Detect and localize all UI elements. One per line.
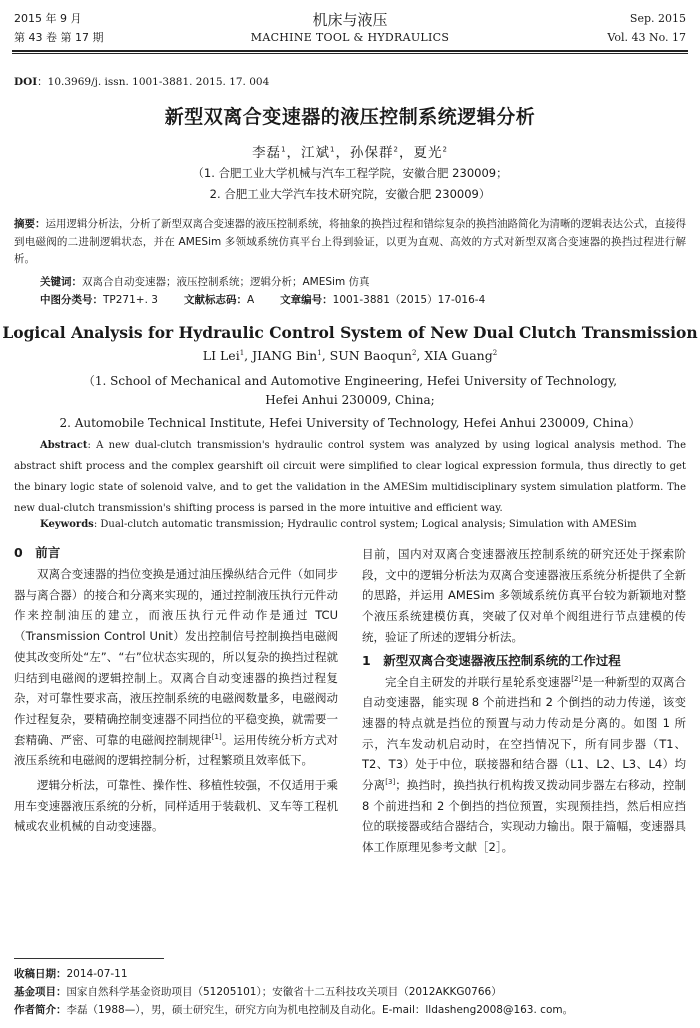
footnote-rule	[14, 958, 164, 959]
doi-value: ：10.3969/j. issn. 1001-3881. 2015. 17. 004	[37, 76, 270, 88]
artno-value: 1001-3881（2015）17-016-4	[332, 294, 486, 306]
header-issue-cn: 第 43 卷 第 17 期	[14, 31, 104, 44]
header-date-cn: 2015 年 9 月	[14, 12, 82, 25]
author-en-2-affil: 1	[317, 348, 322, 357]
journal-title-cn: 机床与液压	[312, 11, 388, 29]
keywords-en-label: Keywords	[40, 519, 94, 530]
author-en-4: , XIA Guang	[416, 348, 493, 363]
paper-title-cn: 新型双离合变速器的液压控制系统逻辑分析	[164, 106, 536, 128]
section-0-paragraph-1	[14, 564, 338, 771]
header-date-en: Sep. 2015	[629, 12, 686, 25]
affiliation-cn-1: （1. 合肥工业大学机械与汽车工程学院，安徽合肥 230009；	[192, 166, 508, 180]
p1-text-b: 。运用传统分析方式对液压系统和电磁阀的逻辑控制分析，过程繁琐且效率低下。	[14, 732, 339, 768]
bio-label: 作者简介：	[14, 1004, 67, 1016]
section-0-heading: 0 前言	[14, 545, 61, 560]
fund-value: 国家自然科学基金资助项目（51205101）；安徽省十二五科技攻关项目（2012AKKG0766）	[66, 986, 502, 998]
header-rule-bottom	[12, 53, 688, 54]
keywords-en-text: : Dual-clutch automatic transmission; Hydraulic control system; Logical analysis; Simulation with AMESim	[93, 519, 637, 530]
paper-title-en: Logical Analysis for Hydraulic Control System of New Dual Clutch Transmission	[2, 323, 698, 342]
author-en-1-affil: 1	[239, 348, 245, 357]
left-column	[14, 542, 338, 837]
author-en-4-affil: 2	[492, 348, 498, 357]
header-issue-en: Vol. 43 No. 17	[607, 31, 686, 44]
received-date	[14, 966, 128, 982]
received-label: 收稿日期：	[14, 968, 67, 980]
cls-value: TP271+. 3	[103, 294, 158, 306]
intro-continuation: 目前，国内对双离合变速器液压控制系统的研究还处于探索阶段，文中的逻辑分析法为双离合变速器液压系统分析提供了全新的思路，并运用 AMESim 多领域系统仿真平台较为新颖地对整个液压系统建模仿真，突破了仅对单个阀组进行节点建模的传统，验证了所述的逻辑分析法。	[362, 547, 686, 644]
right-column	[362, 544, 686, 858]
author-cn-3: ，孙保群	[335, 145, 394, 161]
keywords-en	[40, 516, 637, 534]
author-cn-4: ，夏光	[398, 145, 443, 161]
author-cn-2-affil: 1	[330, 145, 336, 154]
authors-cn	[0, 141, 700, 161]
author-en-2: , JIANG Bin	[244, 348, 318, 363]
author-en-3-affil: 2	[411, 348, 417, 357]
author-cn-1-affil: 1	[281, 145, 287, 154]
citation-2: [2]	[571, 674, 582, 683]
abstract-cn	[14, 216, 686, 269]
section-1-heading: 1 新型双离合变速器液压控制系统的工作过程	[362, 652, 621, 668]
doi-label: DOI	[14, 76, 38, 88]
keywords-cn	[40, 274, 370, 292]
classification-line	[40, 292, 485, 310]
abstract-en	[14, 435, 686, 519]
abstract-en-label: Abstract	[40, 440, 88, 451]
cls-label: 中图分类号：	[40, 294, 103, 306]
affiliation-cn-2: 2. 合肥工业大学汽车技术研究院，安徽合肥 230009）	[209, 187, 491, 201]
section-0-paragraph-2: 逻辑分析法，可靠性、操作性、移植性较强，不仅适用于乘用车变速器液压系统的分析，同样适用于装载机、叉车等工程机械或农业机械的自动变速器。	[14, 778, 338, 834]
authors-en	[0, 348, 700, 363]
citation-3: [3]	[385, 778, 396, 787]
affiliation-en-3: 2. Automobile Technical Institute, Hefei University of Technology, Hefei Anhui 230009, China）	[59, 416, 641, 430]
doccode-label: 文献标志码：	[183, 294, 247, 306]
doi-line	[14, 74, 269, 89]
received-value: 2014-07-11	[66, 968, 128, 980]
abstract-en-text: : A new dual-clutch transmission's hydraulic control system was analyzed by using logical analysis method. The abstract shift process and the complex gearshift oil circuit were simplified to clear logical expression formula, thus directly to get the binary logic state of solenoid valve, and to get the validation in the AMESim multidisciplinary system simulation platform. The new dual-clutch transmission's shifting process is parsed in the more intuitive and efficient way.	[14, 440, 686, 514]
fund-label: 基金项目：	[14, 986, 67, 998]
abstract-cn-text: 运用逻辑分析法，分析了新型双离合变速器的液压控制系统，将抽象的换挡过程和错综复杂的换挡油路简化为清晰的逻辑表达公式，直接得到电磁阀的二进制逻辑状态，并在 AMESim 多领域系统仿真平台上得到验证，以更为直观、高效的方式对新型双离合变速器的换挡过程进行解析。	[14, 218, 686, 266]
author-cn-1: 李磊	[252, 145, 282, 161]
keywords-cn-text: 双离合自动变速器；液压控制系统；逻辑分析；AMESim 仿真	[82, 276, 370, 288]
artno-label: 文章编号：	[280, 294, 333, 306]
s1-text-a: 完全自主研发的并联行星轮系变速器	[385, 674, 572, 689]
bio-value: 李磊（1988—），男，硕士研究生，研究方向为机电控制及自动化。E-mail：lldasheng2008@163. com。	[66, 1004, 574, 1016]
citation-1: [1]	[211, 732, 222, 741]
journal-title-en: MACHINE TOOL & HYDRAULICS	[250, 31, 450, 44]
header-rule-top	[12, 50, 688, 52]
affiliation-en-2: Hefei Anhui 230009, China;	[265, 393, 435, 407]
p1-text-a: 双离合变速器的挡位变换是通过油压操纵结合元件（如同步器与离合器）的接合和分离来实现的，通过控制液压执行元件动作来控制油压的建立，而液压执行元件动作是通过 TCU（Transmission Control Unit）发出控制信号控制换挡电磁阀使其改变所处“左”、“右”位状态实现的，所以复杂的换挡过程就归结到电磁阀的逻辑控制上。双离合自动变速器的换挡过程复杂，对可靠性要求高，液压控制系统的电磁阀数量多，电磁阀动作过程复杂，要精确控制变速器不同挡位的平稳变换，就需要一套精确、严密、可靠的电磁阀控制规律	[14, 567, 338, 747]
author-en-1: LI Lei	[202, 348, 240, 363]
keywords-cn-label: 关键词：	[40, 276, 82, 288]
s1-text-b: 是一种新型的双离合自动变速器，能实现 8 个前进挡和 2 个倒挡的动力传递，该变速器的特点就是挡位的预置与动力传动是分离的。如图 1 所示，汽车发动机启动时，在空挡情况下，所有同步器（T1、T2、T3）处于中位，联接器和结合器（L1、L2、L3、L4）均分离	[362, 674, 687, 793]
author-cn-3-affil: 2	[393, 145, 399, 154]
fund-line	[14, 984, 502, 1000]
author-cn-2: ，江斌	[286, 145, 331, 161]
author-en-3: , SUN Baoqun	[321, 348, 412, 363]
affiliation-en-1: （1. School of Mechanical and Automotive Engineering, Hefei University of Technology,	[82, 374, 618, 388]
abstract-cn-label: 摘要：	[14, 218, 46, 230]
s1-text-c: ；换挡时，换挡执行机构拨叉拨动同步器左右移动，控制 8 个前进挡和 2 个倒挡的挡位预置，实现预挂挡，然后相应挡位的联接器或结合器结合，实现动力输出。限于篇幅，变速器具体工作原理见参考文献［2］。	[362, 778, 687, 855]
section-1-paragraph-1	[362, 672, 686, 858]
doccode-value: A	[246, 294, 255, 306]
author-bio	[14, 1002, 573, 1018]
author-cn-4-affil: 2	[442, 145, 448, 154]
